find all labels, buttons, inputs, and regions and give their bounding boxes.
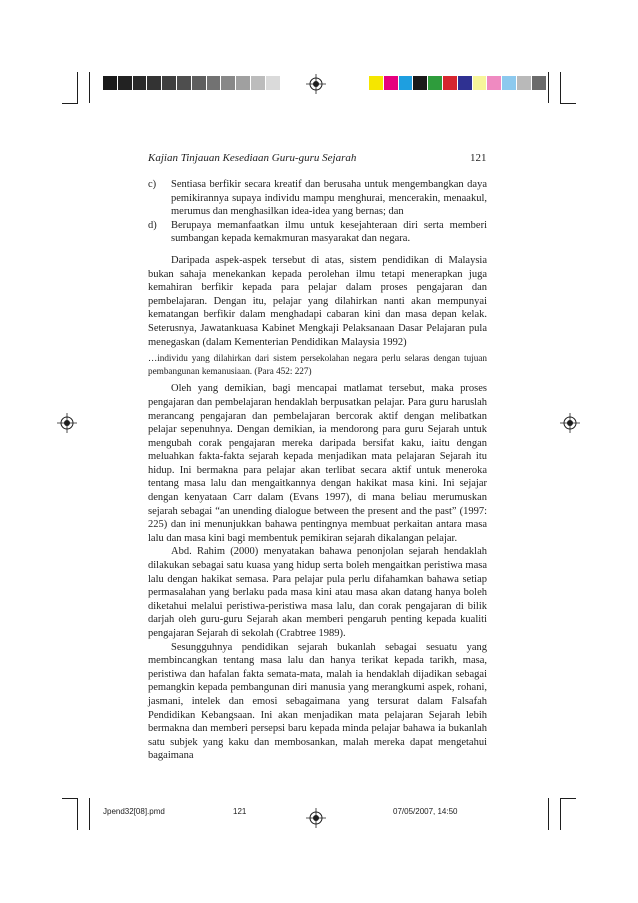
crop-mark <box>62 798 78 799</box>
crop-mark <box>560 798 561 830</box>
crop-mark <box>548 798 549 830</box>
color-swatch <box>487 76 502 90</box>
gray-swatch <box>118 76 133 90</box>
registration-mark-icon <box>560 413 580 433</box>
gray-swatch <box>162 76 177 90</box>
crop-mark <box>77 72 78 103</box>
gray-swatch <box>266 76 281 90</box>
color-swatch <box>369 76 384 90</box>
crop-mark <box>560 798 576 799</box>
registration-mark-icon <box>57 413 77 433</box>
gray-swatch <box>251 76 266 90</box>
slug-page: 121 <box>233 807 247 816</box>
slug-datetime: 07/05/2007, 14:50 <box>393 807 458 816</box>
crop-mark <box>560 103 576 104</box>
color-swatch <box>502 76 517 90</box>
gray-swatch <box>147 76 162 90</box>
gray-swatch <box>236 76 251 90</box>
list-item <box>148 219 487 246</box>
list-item-text: Sentiasa berfikir secara kreatif dan berusaha untuk mengembangkan daya pemikirannya supaya individu mampu menghurai, mencerakin, menaakul, merumus dan menghasilkan idea-idea yang bernas; dan <box>171 179 487 218</box>
gray-swatch <box>207 76 222 90</box>
running-head-title: Kajian Tinjauan Kesediaan Guru-guru Sejarah <box>148 152 357 164</box>
page-number: 121 <box>470 152 487 164</box>
crop-mark <box>77 798 78 830</box>
list-item-label: d) <box>148 219 157 231</box>
crop-mark <box>89 798 90 830</box>
list-item-label: c) <box>148 179 157 190</box>
list-item <box>148 178 487 219</box>
color-calibration-bar <box>369 76 547 90</box>
block-quote: …individu yang dilahirkan dari sistem persekolahan negara perlu selaras dengan tujuan pembangunan kemanusiaan. (Para 452: 227) <box>148 353 487 376</box>
crop-mark <box>62 103 78 104</box>
gray-swatch <box>103 76 118 90</box>
slug-filename: Jpend32[08].pmd <box>103 807 165 816</box>
gray-swatch <box>133 76 148 90</box>
gray-swatch <box>177 76 192 90</box>
color-swatch <box>384 76 399 90</box>
color-swatch <box>458 76 473 90</box>
gray-swatch <box>221 76 236 90</box>
crop-mark <box>548 72 549 103</box>
crop-mark <box>89 72 90 103</box>
paragraph: Daripada aspek-aspek tersebut di atas, sistem pendidikan di Malaysia bukan sahaja menekankan kepada perolehan ilmu tetapi menerapkan juga kemahiran berfikir kepada para pelajar dalam proses pengajaran dan pembelajaran. Dengan itu, pelajar yang dilahirkan nanti akan mempunyai kematangan berfikir dalam menghadapi cabaran kini dan masa depan kelak. Seterusnya, Jawatankuasa Kabinet Mengkaji Pelaksanaan Dasar Pelajaran pula menegaskan (dalam Kementerian Pendidikan Malaysia 1992) <box>148 254 487 348</box>
crop-mark <box>560 72 561 103</box>
list-item-text: Berupaya memanfaatkan ilmu untuk kesejahteraan diri serta memberi sumbangan kepada kemakmuran masyarakat dan negara. <box>171 219 487 245</box>
color-swatch <box>532 76 547 90</box>
color-swatch <box>443 76 458 90</box>
grayscale-calibration-bar <box>103 76 281 90</box>
gray-swatch <box>192 76 207 90</box>
registration-mark-icon <box>306 808 326 828</box>
color-swatch <box>399 76 414 90</box>
color-swatch <box>517 76 532 90</box>
color-swatch <box>428 76 443 90</box>
paragraph: Oleh yang demikian, bagi mencapai matlamat tersebut, maka proses pengajaran dan pembelajaran hendaklah berpusatkan pelajar. Para guru haruslah merancang pengajaran dan pembelajaran bercorak aktif dengan melibatkan pelajar sepenuhnya. Dengan demikian, ia mendorong para guru Sejarah untuk mengubah corak pengajaran mereka daripada bersifat kaku, iaitu dengan meluahkan fakta-fakta sejarah kepada menjadikan mata pelajaran Sejarah itu hidup. Ini bermakna para pelajar akan terlibat secara aktif untuk meneroka tentang masa lalu dan mengaitkannya dengan hakikat masa kini. Ini sejajar dengan kenyataan Carr dalam (Evans 1997), di mana beliau merumuskan sejarah sebagai “an unending dialogue between the present and the past” (1997: 225) dan ini menunjukkan bahawa pentingnya membuat perkaitan antara masa lalu dan masa kini bagi membentuk pemikiran sejarah dikalangan pelajar. <box>148 383 487 544</box>
paragraph: Abd. Rahim (2000) menyatakan bahawa penonjolan sejarah hendaklah dilakukan sebagai satu kuasa yang hidup serta boleh mengaitkan peristiwa masa lalu dengan hakikat semasa. Para pelajar pula perlu difahamkan bahawa setiap permasalahan yang berlaku pada masa kini atau masa akan datang hanya boleh diketahui melalui peristiwa-peristiwa masa lalu, dan corak pengajaran di bilik darjah oleh guru-guru Sejarah akan memberi pengaruh penting kepada kualiti pengajaran Sejarah di sekolah (Crabtree 1989). <box>148 546 487 639</box>
paragraph: Sesungguhnya pendidikan sejarah bukanlah sebagai sesuatu yang membincangkan tentang masa lalu dan hanya terikat kepada tarikh, masa, peristiwa dan hafalan fakta semata-mata, malah ia hendaklah dijadikan sebagai pemangkin kepada pembangunan diri manusia yang merangkumi aspek, rohani, jasmani, intelek dan emosi sebagaimana yang tersurat dalam Falsafah Pendidikan Kebangsaan. Ini akan menjadikan mata pelajaran Sejarah lebih bermakna dan memberi persepsi baru kepada minda pelajar bahawa ia bukanlah satu subjek yang kaku dan membosankan, malah mereka dapat mengetahui bagaimana <box>148 641 487 762</box>
color-swatch <box>473 76 488 90</box>
registration-mark-icon <box>306 74 326 94</box>
page-body <box>148 178 487 763</box>
color-swatch <box>413 76 428 90</box>
